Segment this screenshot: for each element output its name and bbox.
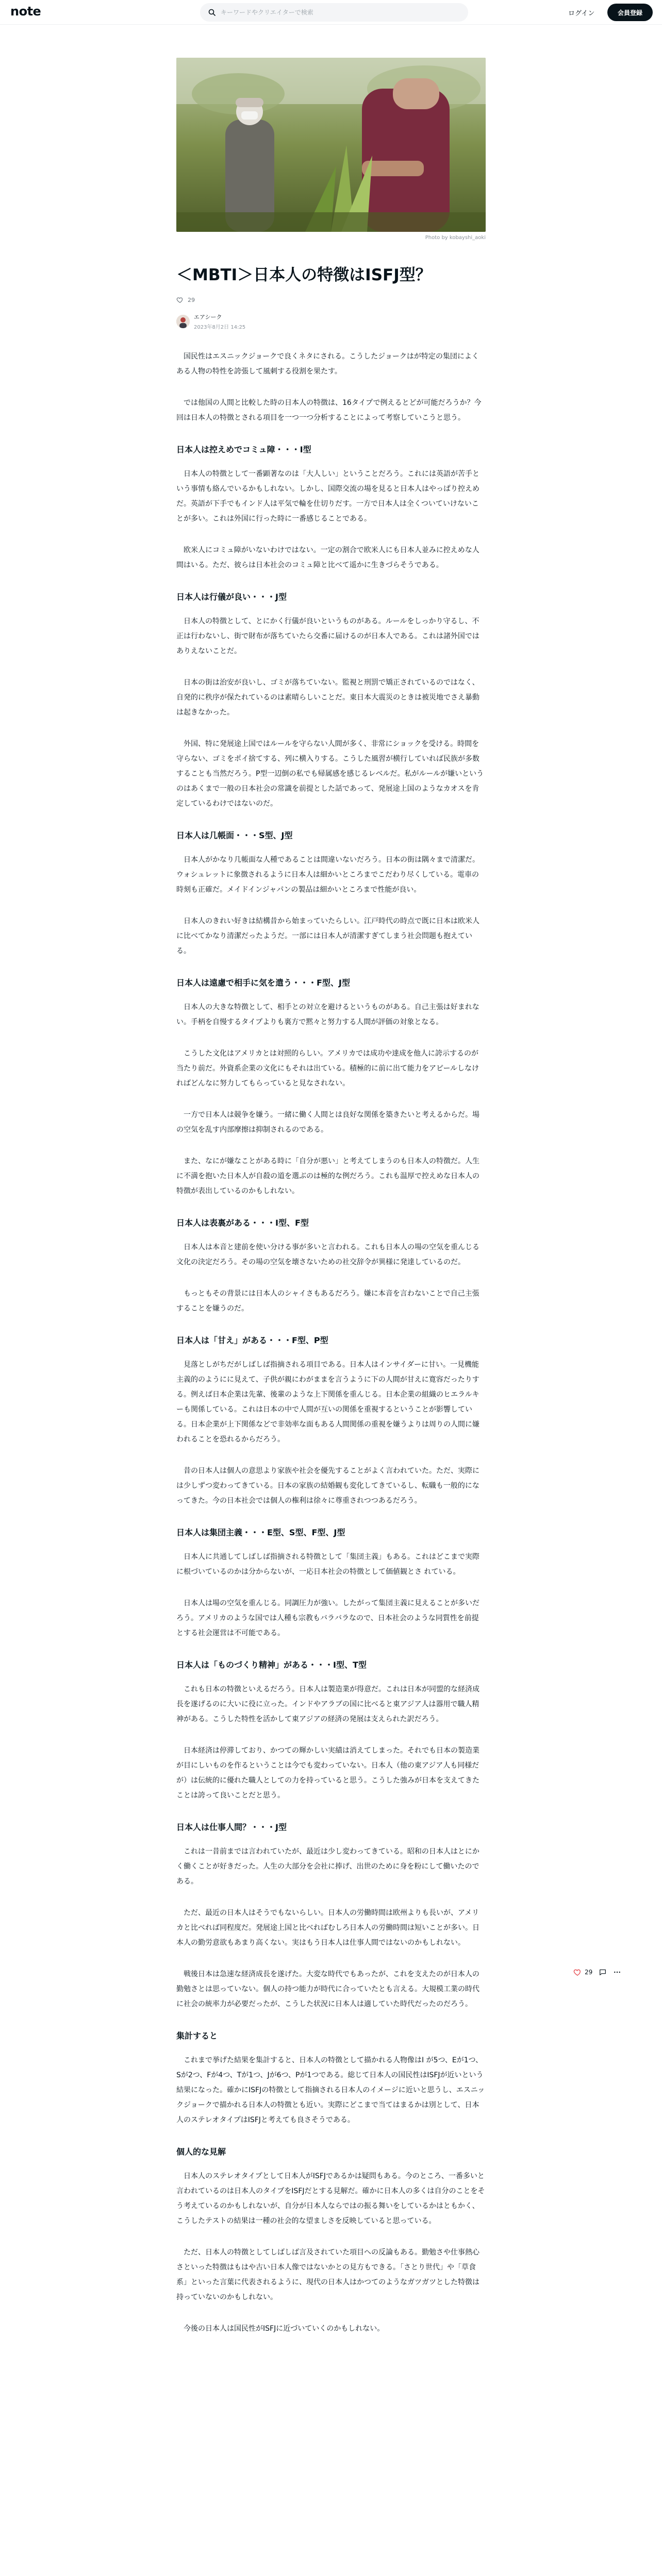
intro-paragraph: では他国の人間と比較した時の日本人の特徴は、16タイプで例えるとどが可能だろうか？今回は日本人の特徴とされる項目を一つ一つ分析することによって考察していこうと思う。 <box>176 399 482 422</box>
floating-like-count: 29 <box>585 1969 593 1976</box>
paragraph: ただ、最近の日本人はそうでもないらしい。日本人の労働時間は欧州よりも長いが、アメリカと比べれば同程度だ。発展途上国と比べればむしろ日本人の労働時間は短いことが多い。日本人の勤労意欲もあまり高くない。実はもう日本人は仕事人間ではないのかもしれない。 <box>176 1909 479 1947</box>
paragraph: また、なにが嫌なことがある時に「自分が悪い」と考えてしまうのも日本人の特徴だ。人生に不満を抱いた日本人が自殺の道を選ぶのは極的な例だろう。これも温厚で控えめな日本人の特徴が表出しているのかもしれない。 <box>176 1157 479 1195</box>
paragraph: 日本人に共通してしばしば指摘される特徴として「集団主義」もある。これはどこまで実際に根づいているのかは分からないが、一応日本社会の特徴として価値観とさ れている。 <box>176 1553 479 1576</box>
comment-icon[interactable] <box>599 1968 607 1976</box>
section-heading: 日本人は「甘え」がある・・・F型、P型 <box>176 1335 328 1345</box>
paragraph: ただ、日本人の特徴としてしばしば言及されていた項目への反論もある。勤勉さや仕事熱心さといった特徴はもはや古い日本人像ではないかとの見方もできる。「さとり世代」や「草食系」といった言葉に代表されるように、現代の日本人はかつてのようなガツガツとした特徴は持っていないのかもしれない。 <box>176 2248 479 2301</box>
search-bar[interactable] <box>200 3 468 22</box>
section-heading: 日本人は表裏がある・・・I型、F型 <box>176 1218 309 1228</box>
section-heading: 日本人は集団主義・・・E型、S型、F型、J型 <box>176 1528 345 1537</box>
paragraph: 一方で日本人は競争を嫌う。一緒に働く人間とは良好な関係を築きたいと考えるからだ。場の空気を乱す内部摩擦は抑制されるのである。 <box>176 1111 479 1134</box>
paragraph: 日本経済は停滞しており、かつての輝かしい実績は消えてしまった。それでも日本の製造業が目にしいものを作るということは今でも変わっていない。日本人（他の東アジア人も同様だが）は伝統的に優れた職人としての力を持っていると思う。こうした強みが日本を支えてきたことは誇って良いことだと思う。 <box>176 1747 479 1800</box>
hero-image <box>176 58 486 232</box>
search-input[interactable] <box>221 9 448 16</box>
paragraph: 日本人のステレオタイプとして日本人がISFJであるかは疑問もある。今のところ、一番多いと言われているのは日本人のタイプをISFJだとする見解だ。確かに日本人の多くは自分のことをそう考えているのかもしれないが、自分が日本人ならではの振る舞いをしているかはともかく、こうしたテストの結果は一種の社会的な望ましさを反映していると思っている。 <box>176 2172 485 2225</box>
section-heading: 集計すると <box>176 2031 218 2041</box>
author-name[interactable]: エアシーク <box>194 314 222 320</box>
note-logo[interactable]: note <box>10 4 41 19</box>
more-icon[interactable] <box>613 1968 621 1976</box>
section-heading: 個人的な見解 <box>176 2147 226 2157</box>
section-heading: 日本人は行儀が良い・・・J型 <box>176 592 287 602</box>
section-heading: 日本人は控えめでコミュ障・・・I型 <box>176 445 311 454</box>
paragraph: 外国、特に発展途上国ではルールを守らない人間が多く、非常にショックを受ける。時間を守らない、ゴミをポイ捨てする、列に横入りする。こうした風習が横行していれば民族が多数することも当然だろう。P型一辺倒の私でも帰属感を感じるレベルだ。私がルールが嫌いというのはあくまで一般の日本社会の常識を前提とした話であって、発展途上国のようなカオスを肯定しているわけではないのだ。 <box>176 740 484 808</box>
paragraph: 欧米人にコミュ障がいないわけではない。一定の割合で欧米人にも日本人並みに控えめな人間はいる。ただ、彼らは日本社会のコミュ障と比べて遥かに生きづらそうである。 <box>176 546 479 569</box>
floating-like[interactable] <box>573 1968 592 1976</box>
login-button[interactable]: ログイン <box>561 4 602 21</box>
register-button[interactable]: 会員登録 <box>607 4 653 21</box>
paragraph: 日本の街は治安が良いし、ゴミが落ちていない。監視と刑罰で矯正されているのではなく、自発的に秩序が保たれているのは素晴らしいことだ。東日本大震災のときは被災地でさえ暴動は起きなかった。 <box>176 679 479 717</box>
article <box>176 58 486 2353</box>
like-count: 29 <box>188 296 195 303</box>
section-heading: 日本人は「ものづくり精神」がある・・・I型、T型 <box>176 1660 367 1670</box>
paragraph: 日本人は本音と建前を使い分ける事が多いと言われる。これも日本人の場の空気を重んじる文化の決定だろう。その場の空気を壊さないための社交辞令が異様に発達しているのだ。 <box>176 1243 479 1266</box>
author-avatar[interactable] <box>176 315 190 328</box>
paragraph: 日本人がかなり几帳面な人種であることは間違いないだろう。日本の街は隅々まで清潔だ。ウォシュレットに象徴されるように日本人は細かいところまでこだわり尽くしている。電車の時刻も正確だ。メイドインジャパンの製品は細かいところまで性能が良い。 <box>176 856 479 894</box>
paragraph: 昔の日本人は個人の意思より家族や社会を優先することがよく言われていた。ただ、実際には少しずつ変わってきている。日本の家族の結婚観も変化してきているし、転職も一般的になってきた。今の日本社会では個人の権利は徐々に尊重されつつあるだろう。 <box>176 1467 479 1505</box>
heart-icon[interactable] <box>573 1968 582 1976</box>
hero-photo <box>176 58 486 232</box>
section-heading: 日本人は遠慮で相手に気を遣う・・・F型、J型 <box>176 978 350 988</box>
paragraph: 今後の日本人は国民性がISFJに近づいていくのかもしれない。 <box>184 2325 385 2333</box>
paragraph: こうした文化はアメリカとは対照的らしい。アメリカでは成功や達成を他人に誇示するのが当たり前だ。外資系企業の文化にもそれは出ている。積極的に前に出て能力をアピールしなければどんなに努力してもらっていると見なされない。 <box>176 1049 479 1088</box>
paragraph: 日本人の特徴として、とにかく行儀が良いというものがある。ルールをしっかり守るし、不正は行わないし、街で財布が落ちていたら交番に届けるのが日本人である。これは諸外国ではありえないことだ。 <box>176 617 479 655</box>
paragraph: これまで挙げた結果を集計すると、日本人の特徴として描かれる人物像はI が5つ、Eが1つ、Sが2つ、Fが4つ、Tが1つ、Jが6つ、Pが1つである。総じて日本人の国民性はISFJが近いという結果になった。確かにISFJの特徴として指摘される日本人のイメージに近いと思うし、エスニックジョークで描かれる日本人の特徴とも近い。実際にどこまで当てはまるかは別として、日本人のステレオタイプはISFJと考えても良さそうである。 <box>176 2056 485 2124</box>
intro-paragraph: 国民性はエスニックジョークで良くネタにされる。こうしたジョークはが特定の集団によくある人物の特性を誇張して風刺する役割を果たす。 <box>176 352 479 376</box>
global-header <box>0 0 662 25</box>
section-heading: 日本人は几帳面・・・S型、J型 <box>176 831 293 840</box>
publish-date: 2023年8月2日 14:25 <box>194 325 246 330</box>
heart-icon[interactable] <box>176 296 184 303</box>
paragraph: これは一昔前までは言われていたが、最近は少し変わってきている。昭和の日本人はとにかく働くことが好きだった。人生の大部分を会社に捧げ、出世のために身を粉にして働いたのである。 <box>176 1848 479 1886</box>
paragraph: これも日本の特徴といえるだろう。日本人は製造業が得意だ。これは日本が同盟的な経済成長を遂げるのに大いに役に立った。インドやアラブの国に比べると東アジア人は器用で職人精神がある。こうした特性を活かして東アジアの経済の発展は支えられた訳だろう。 <box>176 1685 479 1723</box>
section-heading: 日本人は仕事人間？・・・J型 <box>176 1822 287 1832</box>
like-row <box>176 295 486 305</box>
avatar-image <box>176 315 190 328</box>
paragraph: 戦後日本は急速な経済成長を遂げた。大変な時代でもあったが、これを支えたのが日本人の勤勉さとは思っていない。個人の持つ能力が時代に合っていたとも言える。大規模工業の時代に社会の統率力が必要だったが、こうした状況に日本人は適していた時代だったのだろう。 <box>176 1970 479 2008</box>
article-body <box>176 349 486 2336</box>
paragraph: 見落としがちだがしばしば指摘される項目である。日本人はインサイダーに甘い。一見機能主義的のようにに見えて、子供が親にわがままを言うように下の人間が甘えに寛容だったりする。例えば日本企業は先輩、後輩のような上下関係を重んじる。日本企業の組織のヒエラルキーも関係している。これは日本の中で人間が互いの関係を重視するということが影響している。日本企業が上下関係などで非効率な面もある人間関係の重視を嫌うよりは周りの人間に嫌われることを恐れるからだろう。 <box>176 1361 479 1444</box>
paragraph: もっともその背景には日本人のシャイさもあるだろう。嫌に本音を言わないことで自己主張することを嫌うのだ。 <box>176 1290 479 1313</box>
paragraph: 日本人のきれい好きは結構昔から始まっていたらしい。江戸時代の時点で既に日本は欧米人に比べてかなり清潔だったようだ。一部には日本人が清潔すぎてしまう社会問題も抱えている。 <box>176 917 479 955</box>
search-icon <box>208 9 216 16</box>
article-title: ＜MBTI＞日本人の特徴はISFJ型？ <box>176 266 432 284</box>
paragraph: 日本人の大きな特徴として、相手との対立を避けるというものがある。自己主張は好まれない。手柄を自慢するタイプよりも裏方で黙々と努力する人間が評価の対象となる。 <box>176 1003 479 1026</box>
floating-actions <box>573 1968 621 1976</box>
paragraph: 日本人は場の空気を重んじる。同調圧力が強い。したがって集団主義に見えることが多いだろう。アメリカのような国では人種も宗教もバラバラなので、日本社会のような同質性を前提とする社会運営は不可能である。 <box>176 1599 479 1637</box>
author-block[interactable] <box>176 312 486 331</box>
paragraph: 日本人の特徴として一番顕著なのは「大人しい」ということだろう。これには英語が苦手という事情も絡んでいるかもしれない。しかし、国際交流の場を見ると日本人はやっぱり控えめだ。英語が下手でもインド人は平気で輪を仕切りだす。一方で日本人は全くついていけないことが多い。これは外国に行った時に一番感じることである。 <box>176 470 479 523</box>
photo-credit: Photo by kobayshi_aoki <box>425 235 486 241</box>
